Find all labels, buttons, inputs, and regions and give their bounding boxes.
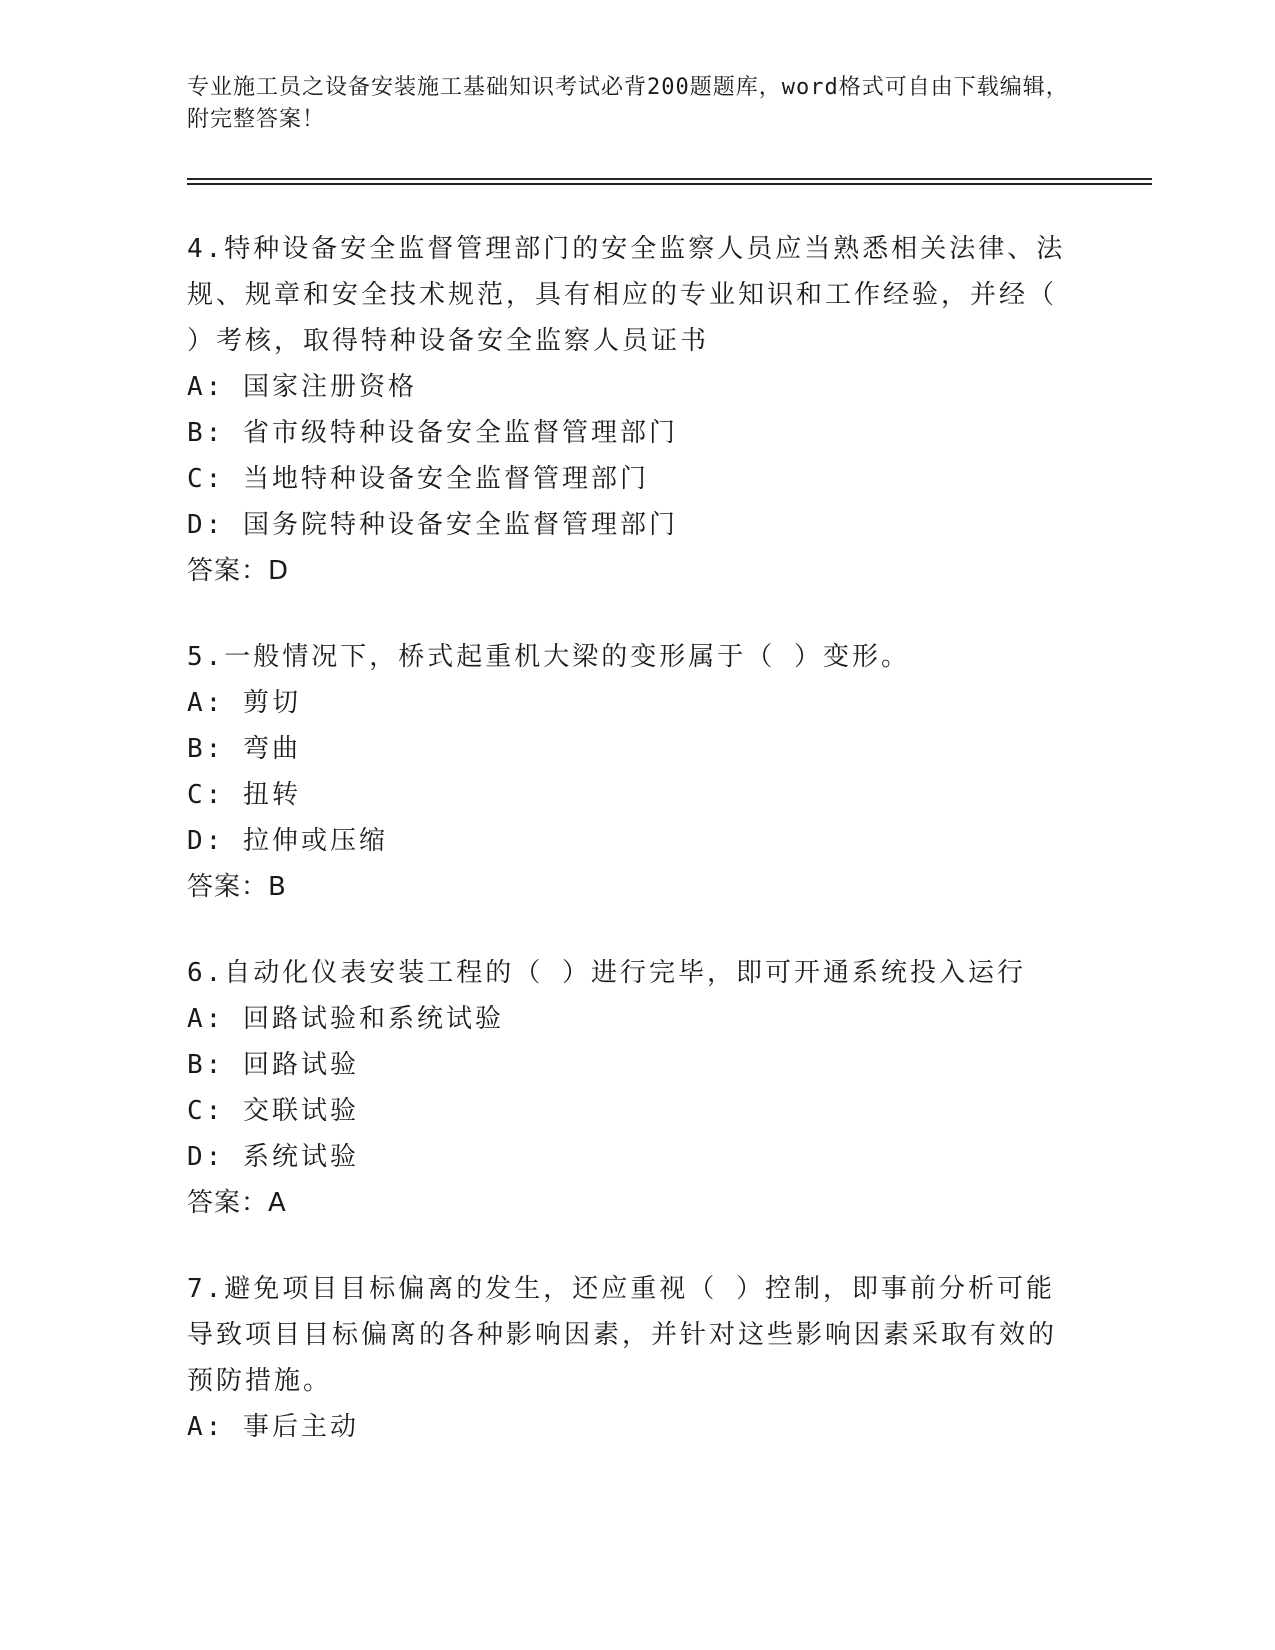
option-d: D: 国务院特种设备安全监督管理部门	[187, 510, 678, 540]
question-4	[187, 226, 1067, 594]
question-7	[187, 1266, 1067, 1450]
option-b: B: 省市级特种设备安全监督管理部门	[187, 418, 678, 448]
option-c: C: 扭转	[187, 780, 301, 810]
question-text: 7.避免项目目标偏离的发生，还应重视（ ）控制，即事前分析可能导致项目目标偏离的各种影响因素，并针对这些影响因素采取有效的预防措施。	[187, 1274, 1058, 1396]
option-b: B: 回路试验	[187, 1050, 359, 1080]
header-rule-bottom	[187, 183, 1152, 185]
option-d: D: 拉伸或压缩	[187, 826, 388, 856]
header-rule-top	[187, 178, 1152, 180]
option-b: B: 弯曲	[187, 734, 301, 764]
option-a: A: 国家注册资格	[187, 372, 417, 402]
question-text: 5.一般情况下，桥式起重机大梁的变形属于（ ）变形。	[187, 642, 910, 672]
question-text: 4.特种设备安全监督管理部门的安全监察人员应当熟悉相关法律、法规、规章和安全技术规范，具有相应的专业知识和工作经验，并经（ ）考核，取得特种设备安全监察人员证书	[187, 234, 1066, 356]
answer: 答案：A	[187, 1188, 287, 1218]
question-6	[187, 950, 1067, 1226]
option-a: A: 回路试验和系统试验	[187, 1004, 504, 1034]
answer: 答案：D	[187, 556, 290, 586]
document-header: 专业施工员之设备安装施工基础知识考试必背200题题库，word格式可自由下载编辑，附完整答案！	[187, 75, 1069, 132]
option-d: D: 系统试验	[187, 1142, 359, 1172]
question-5	[187, 634, 1067, 910]
answer: 答案：B	[187, 872, 287, 902]
option-a: A: 事后主动	[187, 1412, 359, 1442]
option-c: C: 当地特种设备安全监督管理部门	[187, 464, 649, 494]
option-a: A: 剪切	[187, 688, 301, 718]
option-c: C: 交联试验	[187, 1096, 359, 1126]
question-text: 6.自动化仪表安装工程的（ ）进行完毕，即可开通系统投入运行	[187, 958, 1026, 988]
